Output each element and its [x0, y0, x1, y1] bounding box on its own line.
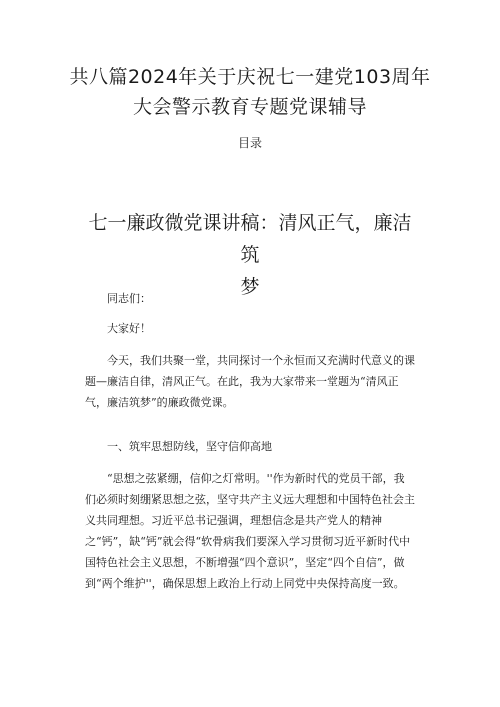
section-heading-1: 一、筑牢思想防线，坚守信仰高地: [107, 440, 272, 453]
paragraph-intro: 今天，我们共聚一堂，共同探讨一个永恒而又充满时代意义的课题—廉洁自律，清风正气。在此，我为大家带来一堂题为“清风正气，廉洁筑梦”的廉政微党课。: [85, 354, 415, 409]
document-title-line-2: 大会警示教育专题党课辅导: [132, 96, 367, 118]
salutation-comrades: 同志们：: [107, 292, 151, 305]
section-title-line-2: 梦: [240, 276, 260, 298]
salutation-greeting: 大家好！: [107, 322, 151, 335]
section-title-line-1: 七一廉政微党课讲稿：清风正气，廉洁筑: [88, 212, 412, 266]
paragraph-ideology: “思想之弦紧绷，信仰之灯常明。''作为新时代的党员干部，我们必须时刻绷紧思想之弦，坚守共产主义远大理想和中国特色社会主义共同理想。习近平总书记强调，理想信念是共产党人的精神之“钙”，缺“钙”就会得“软骨病我们要深入学习贯彻习近平新时代中国特色社会主义思想，不断增强“四个意识”，坚定“四个自信”，做到“两个维护''，确保思想上政治上行动上同党中央保持高度一致。: [85, 472, 415, 590]
document-title: [60, 62, 440, 122]
document-title-line-1: 共八篇2024年关于庆祝七一建党103周年: [69, 66, 431, 88]
table-of-contents-label: 目录: [237, 136, 262, 150]
